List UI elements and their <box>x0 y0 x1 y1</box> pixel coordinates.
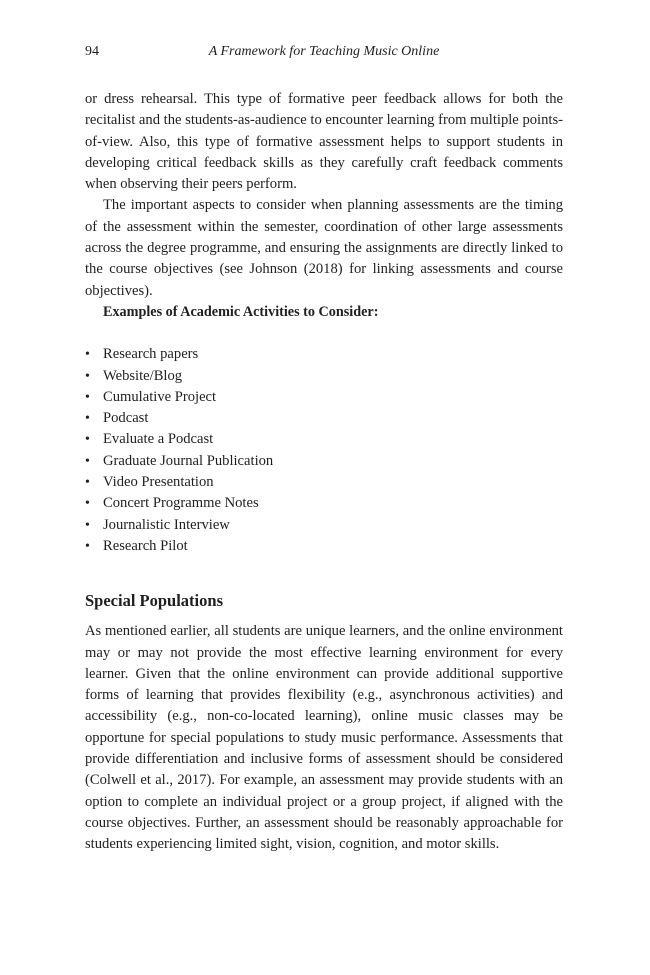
list-item <box>85 515 563 536</box>
list-item-label: Evaluate a Podcast <box>103 431 214 448</box>
bullet-icon: • <box>85 475 90 491</box>
list-item <box>85 472 563 493</box>
bullet-icon: • <box>85 368 90 384</box>
list-item <box>85 451 563 472</box>
bullet-icon: • <box>85 538 90 554</box>
page-number: 94 <box>85 44 99 59</box>
bullet-icon: • <box>85 347 90 363</box>
examples-heading: Examples of Academic Activities to Consider: <box>103 303 379 320</box>
list-item-label: Graduate Journal Publication <box>103 452 274 469</box>
bullet-icon: • <box>85 411 90 427</box>
running-title: A Framework for Teaching Music Online <box>208 44 440 59</box>
list-item-label: Cumulative Project <box>103 388 217 405</box>
page-content <box>85 89 563 856</box>
paragraph-continued: or dress rehearsal. This type of formative peer feedback allows for both the recitalist and the students-as-audience to encounter learning from multiple points-of-view. Also, this type of formative assessment helps to support students in developing critical feedback skills as they carefully craft feedback comments when observing their peers perform. <box>85 91 563 193</box>
list-item <box>85 344 563 365</box>
list-item-label: Podcast <box>103 410 149 427</box>
section-heading: Special Populations <box>85 591 223 611</box>
section-paragraph: As mentioned earlier, all students are unique learners, and the online environment may or may not provide the most effective learning environment for every learner. Given that the online environment can provide additional supportive forms of learning that provides flexibility (e.g., asynchronous activities) and accessibility (e.g., non-co-located learning), online music classes may be opportune for special populations to study music performance. Assessments that provide differentiation and inclusive forms of assessment should be considered (Colwell et al., 2017). For example, an assessment may provide students with an option to complete an individual project or a group project, if aligned with the course objectives. Further, an assessment should be reasonably approachable for students experiencing limited sight, vision, cognition, and motor skills. <box>85 623 563 853</box>
page-header <box>85 44 563 66</box>
list-item-label: Concert Programme Notes <box>103 495 259 512</box>
bullet-icon: • <box>85 496 90 512</box>
list-item <box>85 387 563 408</box>
list-item <box>85 536 563 557</box>
list-item <box>85 493 563 514</box>
bullet-icon: • <box>85 389 90 405</box>
paragraph-assessment-aspects: The important aspects to consider when planning assessments are the timing of the assessment within the semester, coordination of other large assessments across the degree programme, and ensuring the assignments are directly linked to the course objectives (see Johnson (2018) for linking assessments and course objectives). <box>85 197 563 299</box>
activities-list <box>85 344 563 557</box>
list-item-label: Video Presentation <box>103 474 214 491</box>
list-item <box>85 429 563 450</box>
list-item-label: Journalistic Interview <box>103 516 230 533</box>
list-item-label: Website/Blog <box>103 367 183 384</box>
list-item <box>85 366 563 387</box>
list-item-label: Research Pilot <box>103 537 188 554</box>
list-item <box>85 408 563 429</box>
bullet-icon: • <box>85 517 90 533</box>
bullet-icon: • <box>85 432 90 448</box>
list-item-label: Research papers <box>103 346 199 363</box>
bullet-icon: • <box>85 453 90 469</box>
